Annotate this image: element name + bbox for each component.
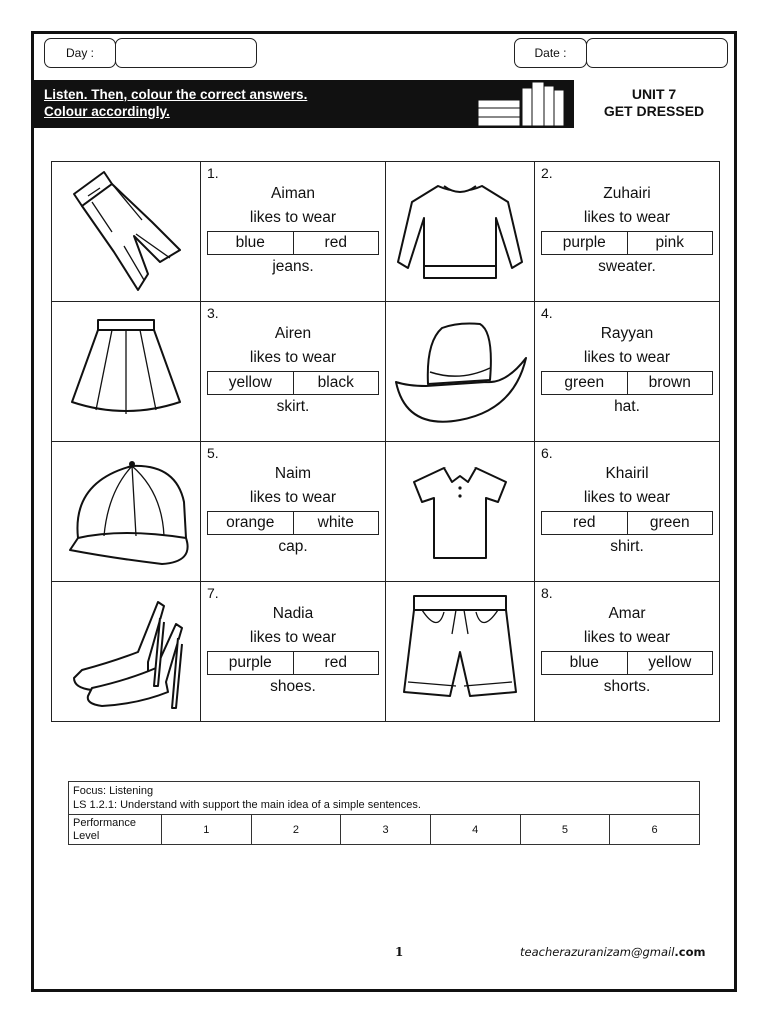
- choice-option[interactable]: purple: [562, 234, 606, 251]
- sentence-cell-8: [535, 582, 720, 722]
- choice-option[interactable]: orange: [226, 514, 275, 531]
- unit-box: UNIT 7 GET DRESSED: [572, 80, 734, 128]
- instructions: Listen. Then, colour the correct answers. Colour accordingly.: [44, 87, 308, 119]
- colour-choices: [541, 231, 713, 255]
- choice-option[interactable]: blue: [569, 654, 599, 671]
- child-name: Zuhairi: [603, 185, 651, 202]
- day-field[interactable]: [115, 38, 257, 68]
- colour-choices: [207, 511, 379, 535]
- child-name: Rayyan: [600, 325, 654, 342]
- phrase: likes to wear: [583, 209, 671, 226]
- colour-choices: [207, 371, 379, 395]
- choice-option[interactable]: yellow: [228, 374, 272, 391]
- choice-option[interactable]: pink: [627, 232, 713, 254]
- clothing-word: sweater.: [598, 258, 656, 275]
- phrase: likes to wear: [249, 349, 337, 366]
- item-number: 3.: [207, 305, 219, 321]
- clothing-word: cap.: [278, 538, 308, 555]
- phrase: likes to wear: [583, 489, 671, 506]
- skirt-icon: [52, 302, 200, 441]
- choice-option[interactable]: green: [627, 512, 713, 534]
- date-label: Date :: [514, 38, 587, 68]
- performance-level-2[interactable]: 2: [251, 815, 341, 845]
- picture-cell: [386, 582, 535, 722]
- page-number: 1: [395, 945, 404, 959]
- picture-cell: [386, 162, 535, 302]
- item-number: 8.: [541, 585, 553, 601]
- shoes-icon: [52, 582, 200, 721]
- sweater-icon: [386, 162, 534, 301]
- performance-level-5[interactable]: 5: [520, 815, 610, 845]
- child-name: Amar: [608, 605, 646, 622]
- colour-choices: [207, 231, 379, 255]
- clothing-grid: [51, 161, 720, 722]
- books-icon: [476, 80, 566, 128]
- picture-cell: [52, 302, 201, 442]
- choice-option[interactable]: red: [573, 514, 596, 531]
- sentence-cell-4: [535, 302, 720, 442]
- picture-cell: [52, 162, 201, 302]
- sentence-cell-7: [201, 582, 386, 722]
- choice-option[interactable]: yellow: [627, 652, 713, 674]
- performance-level-6[interactable]: 6: [610, 815, 700, 845]
- performance-level-label: Performance Level: [69, 815, 162, 845]
- choice-option[interactable]: black: [293, 372, 379, 394]
- day-label: Day :: [44, 38, 116, 68]
- clothing-word: hat.: [614, 398, 640, 415]
- choice-option[interactable]: blue: [235, 234, 265, 251]
- colour-choices: [541, 651, 713, 675]
- sentence-cell-3: [201, 302, 386, 442]
- child-name: Airen: [274, 325, 312, 342]
- shirt-icon: [386, 442, 534, 581]
- item-number: 5.: [207, 445, 219, 461]
- item-number: 7.: [207, 585, 219, 601]
- date-field[interactable]: [586, 38, 728, 68]
- performance-level-3[interactable]: 3: [341, 815, 431, 845]
- picture-cell: [52, 582, 201, 722]
- jeans-icon: [52, 162, 200, 301]
- sentence-cell-1: [201, 162, 386, 302]
- phrase: likes to wear: [249, 629, 337, 646]
- performance-level-4[interactable]: 4: [430, 815, 520, 845]
- performance-level-1[interactable]: 1: [162, 815, 252, 845]
- hat-icon: [386, 302, 534, 441]
- clothing-word: shoes.: [270, 678, 316, 695]
- colour-choices: [541, 371, 713, 395]
- phrase: likes to wear: [583, 349, 671, 366]
- sentence-cell-6: [535, 442, 720, 582]
- picture-cell: [386, 442, 535, 582]
- focus-cell: Focus: Listening LS 1.2.1: Understand with support the main idea of a simple sentences.: [69, 782, 700, 815]
- phrase: likes to wear: [249, 489, 337, 506]
- child-name: Nadia: [272, 605, 314, 622]
- child-name: Naim: [274, 465, 312, 482]
- choice-option[interactable]: white: [293, 512, 379, 534]
- choice-option[interactable]: brown: [627, 372, 713, 394]
- phrase: likes to wear: [249, 209, 337, 226]
- clothing-word: skirt.: [276, 398, 310, 415]
- item-number: 1.: [207, 165, 219, 181]
- child-name: Aiman: [271, 185, 315, 202]
- choice-option[interactable]: green: [564, 374, 605, 391]
- item-number: 4.: [541, 305, 553, 321]
- choice-option[interactable]: red: [293, 232, 379, 254]
- choice-option[interactable]: purple: [228, 654, 272, 671]
- picture-cell: [52, 442, 201, 582]
- child-name: Khairil: [605, 465, 649, 482]
- phrase: likes to wear: [583, 629, 671, 646]
- picture-cell: [386, 302, 535, 442]
- item-number: 6.: [541, 445, 553, 461]
- sentence-cell-2: [535, 162, 720, 302]
- sentence-cell-5: [201, 442, 386, 582]
- shorts-icon: [386, 582, 534, 721]
- clothing-word: shorts.: [603, 678, 651, 695]
- performance-table: [68, 781, 700, 845]
- clothing-word: jeans.: [272, 258, 314, 275]
- cap-icon: [52, 442, 200, 581]
- item-number: 2.: [541, 165, 553, 181]
- choice-option[interactable]: red: [293, 652, 379, 674]
- colour-choices: [207, 651, 379, 675]
- colour-choices: [541, 511, 713, 535]
- author-email: teacherazuranizam@gmail.com: [520, 945, 706, 959]
- clothing-word: shirt.: [610, 538, 644, 555]
